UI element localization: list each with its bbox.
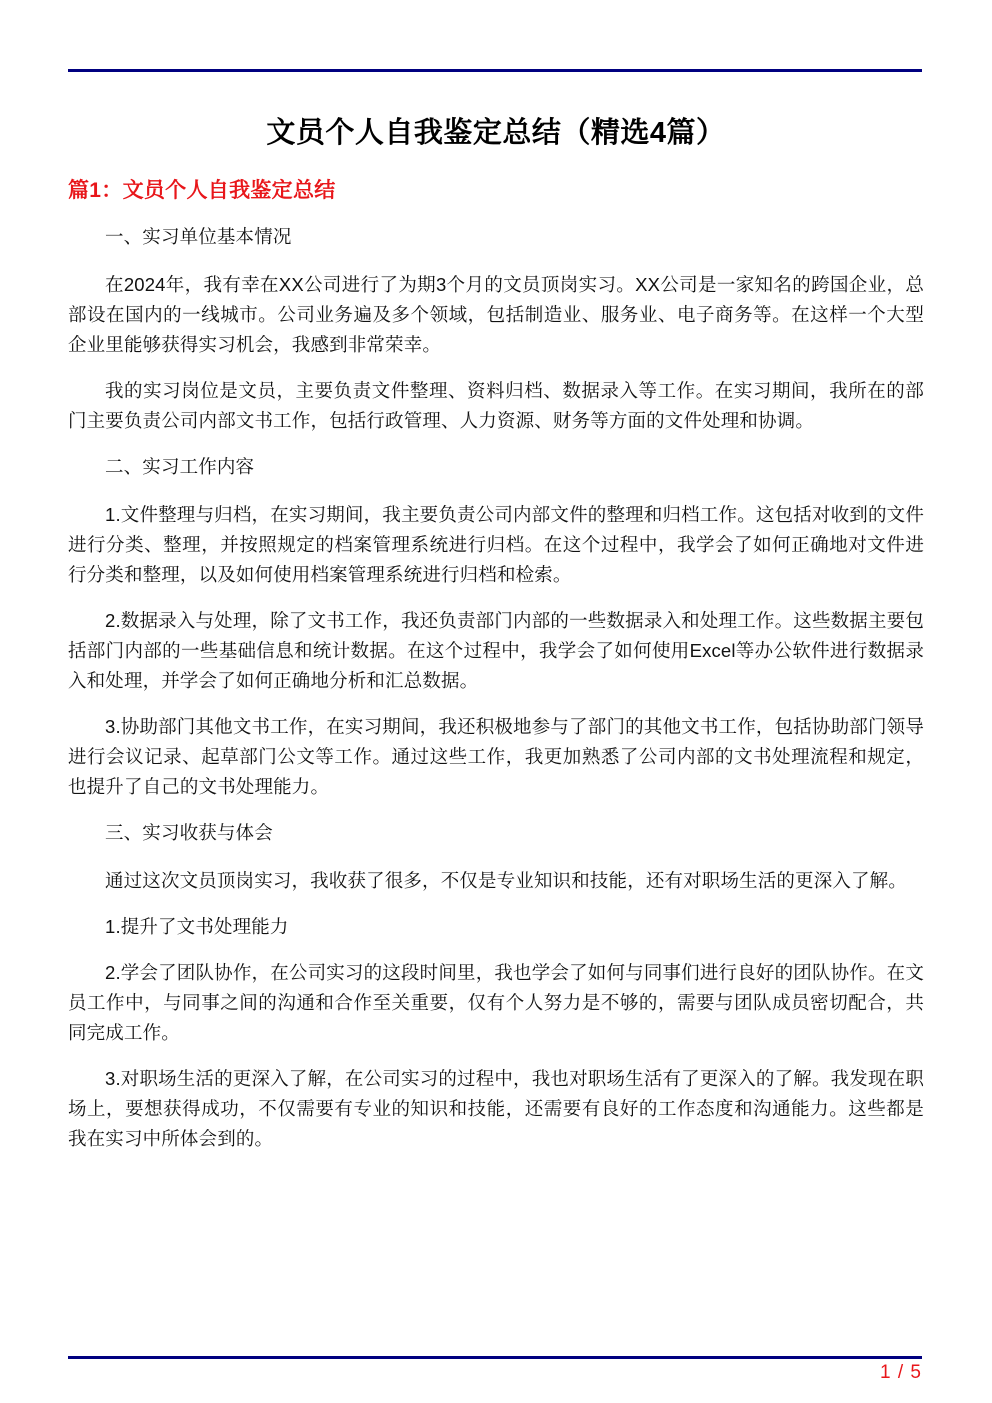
body-subheading: 一、实习单位基本情况 [105, 226, 292, 247]
body-paragraph: 1.提升了文书处理能力 [105, 916, 289, 937]
body-blocks [68, 222, 924, 1154]
body-paragraph: 2.数据录入与处理，除了文书工作，我还负责部门内部的一些数据录入和处理工作。这些数据主要包括部门内部的一些基础信息和统计数据。在这个过程中，我学会了如何使用Excel等办公软件进行数据录入和处理，并学会了如何正确地分析和汇总数据。 [68, 610, 924, 691]
section-heading-pian1: 篇1：文员个人自我鉴定总结 [68, 179, 336, 202]
document-content [68, 110, 924, 1154]
body-subheading: 三、实习收获与体会 [105, 822, 273, 843]
body-paragraph: 2.学会了团队协作，在公司实习的这段时间里，我也学会了如何与同事们进行良好的团队协作。在文员工作中，与同事之间的沟通和合作至关重要，仅有个人努力是不够的，需要与团队成员密切配合，共同完成工作。 [68, 962, 924, 1043]
body-paragraph: 通过这次文员顶岗实习，我收获了很多，不仅是专业知识和技能，还有对职场生活的更深入了解。 [105, 870, 907, 891]
header-rule [68, 69, 922, 72]
body-paragraph: 1.文件整理与归档，在实习期间，我主要负责公司内部文件的整理和归档工作。这包括对收到的文件进行分类、整理，并按照规定的档案管理系统进行归档。在这个过程中，我学会了如何正确地对文件进行分类和整理，以及如何使用档案管理系统进行归档和检索。 [68, 504, 924, 585]
body-paragraph: 3.对职场生活的更深入了解，在公司实习的过程中，我也对职场生活有了更深入的了解。我发现在职场上，要想获得成功，不仅需要有专业的知识和技能，还需要有良好的工作态度和沟通能力。这些都是我在实习中所体会到的。 [68, 1068, 924, 1149]
body-subheading: 二、实习工作内容 [105, 456, 255, 477]
body-paragraph: 在2024年，我有幸在XX公司进行了为期3个月的文员顶岗实习。XX公司是一家知名的跨国企业，总部设在国内的一线城市。公司业务遍及多个领域，包括制造业、服务业、电子商务等。在这样一个大型企业里能够获得实习机会，我感到非常荣幸。 [68, 274, 924, 355]
body-paragraph: 我的实习岗位是文员，主要负责文件整理、资料归档、数据录入等工作。在实习期间，我所在的部门主要负责公司内部文书工作，包括行政管理、人力资源、财务等方面的文件处理和协调。 [68, 380, 924, 431]
page-title: 文员个人自我鉴定总结（精选4篇） [266, 117, 726, 149]
page-number: 1 / 5 [880, 1362, 922, 1383]
body-paragraph: 3.协助部门其他文书工作，在实习期间，我还积极地参与了部门的其他文书工作，包括协助部门领导进行会议记录、起草部门公文等工作。通过这些工作，我更加熟悉了公司内部的文书处理流程和规定，也提升了自己的文书处理能力。 [68, 716, 924, 797]
footer-rule [68, 1356, 922, 1359]
